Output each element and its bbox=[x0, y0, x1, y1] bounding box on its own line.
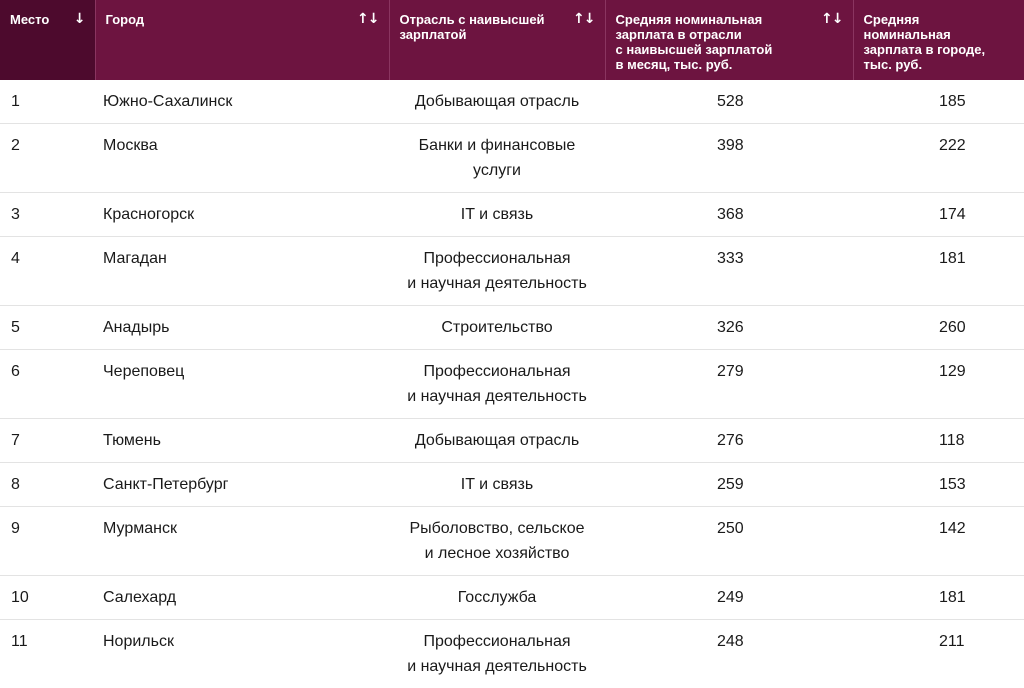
table-row bbox=[0, 419, 1024, 463]
cell-industry-salary: 248 bbox=[605, 620, 853, 688]
cell-industry-salary: 250 bbox=[605, 507, 853, 576]
cell-industry: Добывающая отрасль bbox=[389, 80, 605, 124]
table-row bbox=[0, 193, 1024, 237]
cell-place: 6 bbox=[0, 350, 95, 419]
cell-city: Санкт-Петербург bbox=[95, 463, 389, 507]
cell-city: Анадырь bbox=[95, 306, 389, 350]
cell-city: Мурманск bbox=[95, 507, 389, 576]
cell-city-salary: 118 bbox=[853, 419, 1024, 463]
cell-city-salary: 211 bbox=[853, 620, 1024, 688]
header-label: Место bbox=[10, 12, 57, 27]
table-row bbox=[0, 463, 1024, 507]
header-row bbox=[0, 0, 1024, 80]
cell-industry-salary: 276 bbox=[605, 419, 853, 463]
cell-city-salary: 181 bbox=[853, 576, 1024, 620]
cell-place: 8 bbox=[0, 463, 95, 507]
header-cell-inner bbox=[864, 12, 1015, 72]
cell-industry-salary: 528 bbox=[605, 80, 853, 124]
cell-city: Магадан bbox=[95, 237, 389, 306]
cell-city: Салехард bbox=[95, 576, 389, 620]
table-row bbox=[0, 350, 1024, 419]
cell-industry-salary: 398 bbox=[605, 124, 853, 193]
cell-city-salary: 181 bbox=[853, 237, 1024, 306]
cell-place: 10 bbox=[0, 576, 95, 620]
cell-city: Тюмень bbox=[95, 419, 389, 463]
header-industry-salary[interactable] bbox=[605, 0, 853, 80]
header-label: Средняя номинальная зарплата в отрасли с наивысшей зарплатой в месяц, тыс. руб. bbox=[616, 12, 781, 72]
cell-industry: Профессиональная и научная деятельность bbox=[389, 350, 605, 419]
cell-industry: Профессиональная и научная деятельность bbox=[389, 237, 605, 306]
header-cell-inner bbox=[106, 12, 379, 27]
header-label: Отрасль с наивысшей зарплатой bbox=[400, 12, 553, 42]
cell-city: Красногорск bbox=[95, 193, 389, 237]
table-row bbox=[0, 507, 1024, 576]
cell-place: 1 bbox=[0, 80, 95, 124]
cell-city-salary: 142 bbox=[853, 507, 1024, 576]
header-city[interactable] bbox=[95, 0, 389, 80]
cell-industry: IT и связь bbox=[389, 463, 605, 507]
table-row bbox=[0, 80, 1024, 124]
cell-industry-salary: 368 bbox=[605, 193, 853, 237]
cell-city: Москва bbox=[95, 124, 389, 193]
header-city-salary bbox=[853, 0, 1024, 80]
cell-industry-salary: 279 bbox=[605, 350, 853, 419]
header-label: Средняя номинальная зарплата в городе, тыс. руб. bbox=[864, 12, 994, 72]
cell-industry-salary: 259 bbox=[605, 463, 853, 507]
cell-place: 4 bbox=[0, 237, 95, 306]
sort-icon[interactable]: ↑↓ bbox=[357, 12, 378, 26]
cell-city-salary: 174 bbox=[853, 193, 1024, 237]
table-row bbox=[0, 124, 1024, 193]
cell-industry: Добывающая отрасль bbox=[389, 419, 605, 463]
header-label: Город bbox=[106, 12, 153, 27]
cell-place: 7 bbox=[0, 419, 95, 463]
cell-city-salary: 153 bbox=[853, 463, 1024, 507]
sort-icon[interactable]: ↑↓ bbox=[821, 12, 842, 26]
table-body bbox=[0, 80, 1024, 688]
cell-place: 5 bbox=[0, 306, 95, 350]
cell-industry: Госслужба bbox=[389, 576, 605, 620]
cell-industry-salary: 333 bbox=[605, 237, 853, 306]
cell-place: 9 bbox=[0, 507, 95, 576]
cell-industry: Строительство bbox=[389, 306, 605, 350]
cell-city-salary: 222 bbox=[853, 124, 1024, 193]
cell-place: 11 bbox=[0, 620, 95, 688]
cell-industry-salary: 249 bbox=[605, 576, 853, 620]
cell-industry-salary: 326 bbox=[605, 306, 853, 350]
cell-place: 2 bbox=[0, 124, 95, 193]
header-place[interactable] bbox=[0, 0, 95, 80]
header-cell-inner bbox=[10, 12, 85, 27]
header-cell-inner bbox=[400, 12, 595, 42]
arrow-down-icon[interactable]: ↓ bbox=[74, 12, 85, 26]
cell-city-salary: 260 bbox=[853, 306, 1024, 350]
cell-industry: IT и связь bbox=[389, 193, 605, 237]
header-industry[interactable] bbox=[389, 0, 605, 80]
cell-industry: Рыболовство, сельское и лесное хозяйство bbox=[389, 507, 605, 576]
cell-city: Череповец bbox=[95, 350, 389, 419]
table-row bbox=[0, 576, 1024, 620]
table-row bbox=[0, 237, 1024, 306]
cell-industry: Банки и финансовые услуги bbox=[389, 124, 605, 193]
sort-icon[interactable]: ↑↓ bbox=[573, 12, 594, 26]
table-row bbox=[0, 620, 1024, 688]
cell-industry: Профессиональная и научная деятельность bbox=[389, 620, 605, 688]
cell-city: Южно-Сахалинск bbox=[95, 80, 389, 124]
table-row bbox=[0, 306, 1024, 350]
cell-city: Норильск bbox=[95, 620, 389, 688]
cell-city-salary: 185 bbox=[853, 80, 1024, 124]
header-cell-inner bbox=[616, 12, 843, 72]
table-header bbox=[0, 0, 1024, 80]
cell-place: 3 bbox=[0, 193, 95, 237]
cell-city-salary: 129 bbox=[853, 350, 1024, 419]
